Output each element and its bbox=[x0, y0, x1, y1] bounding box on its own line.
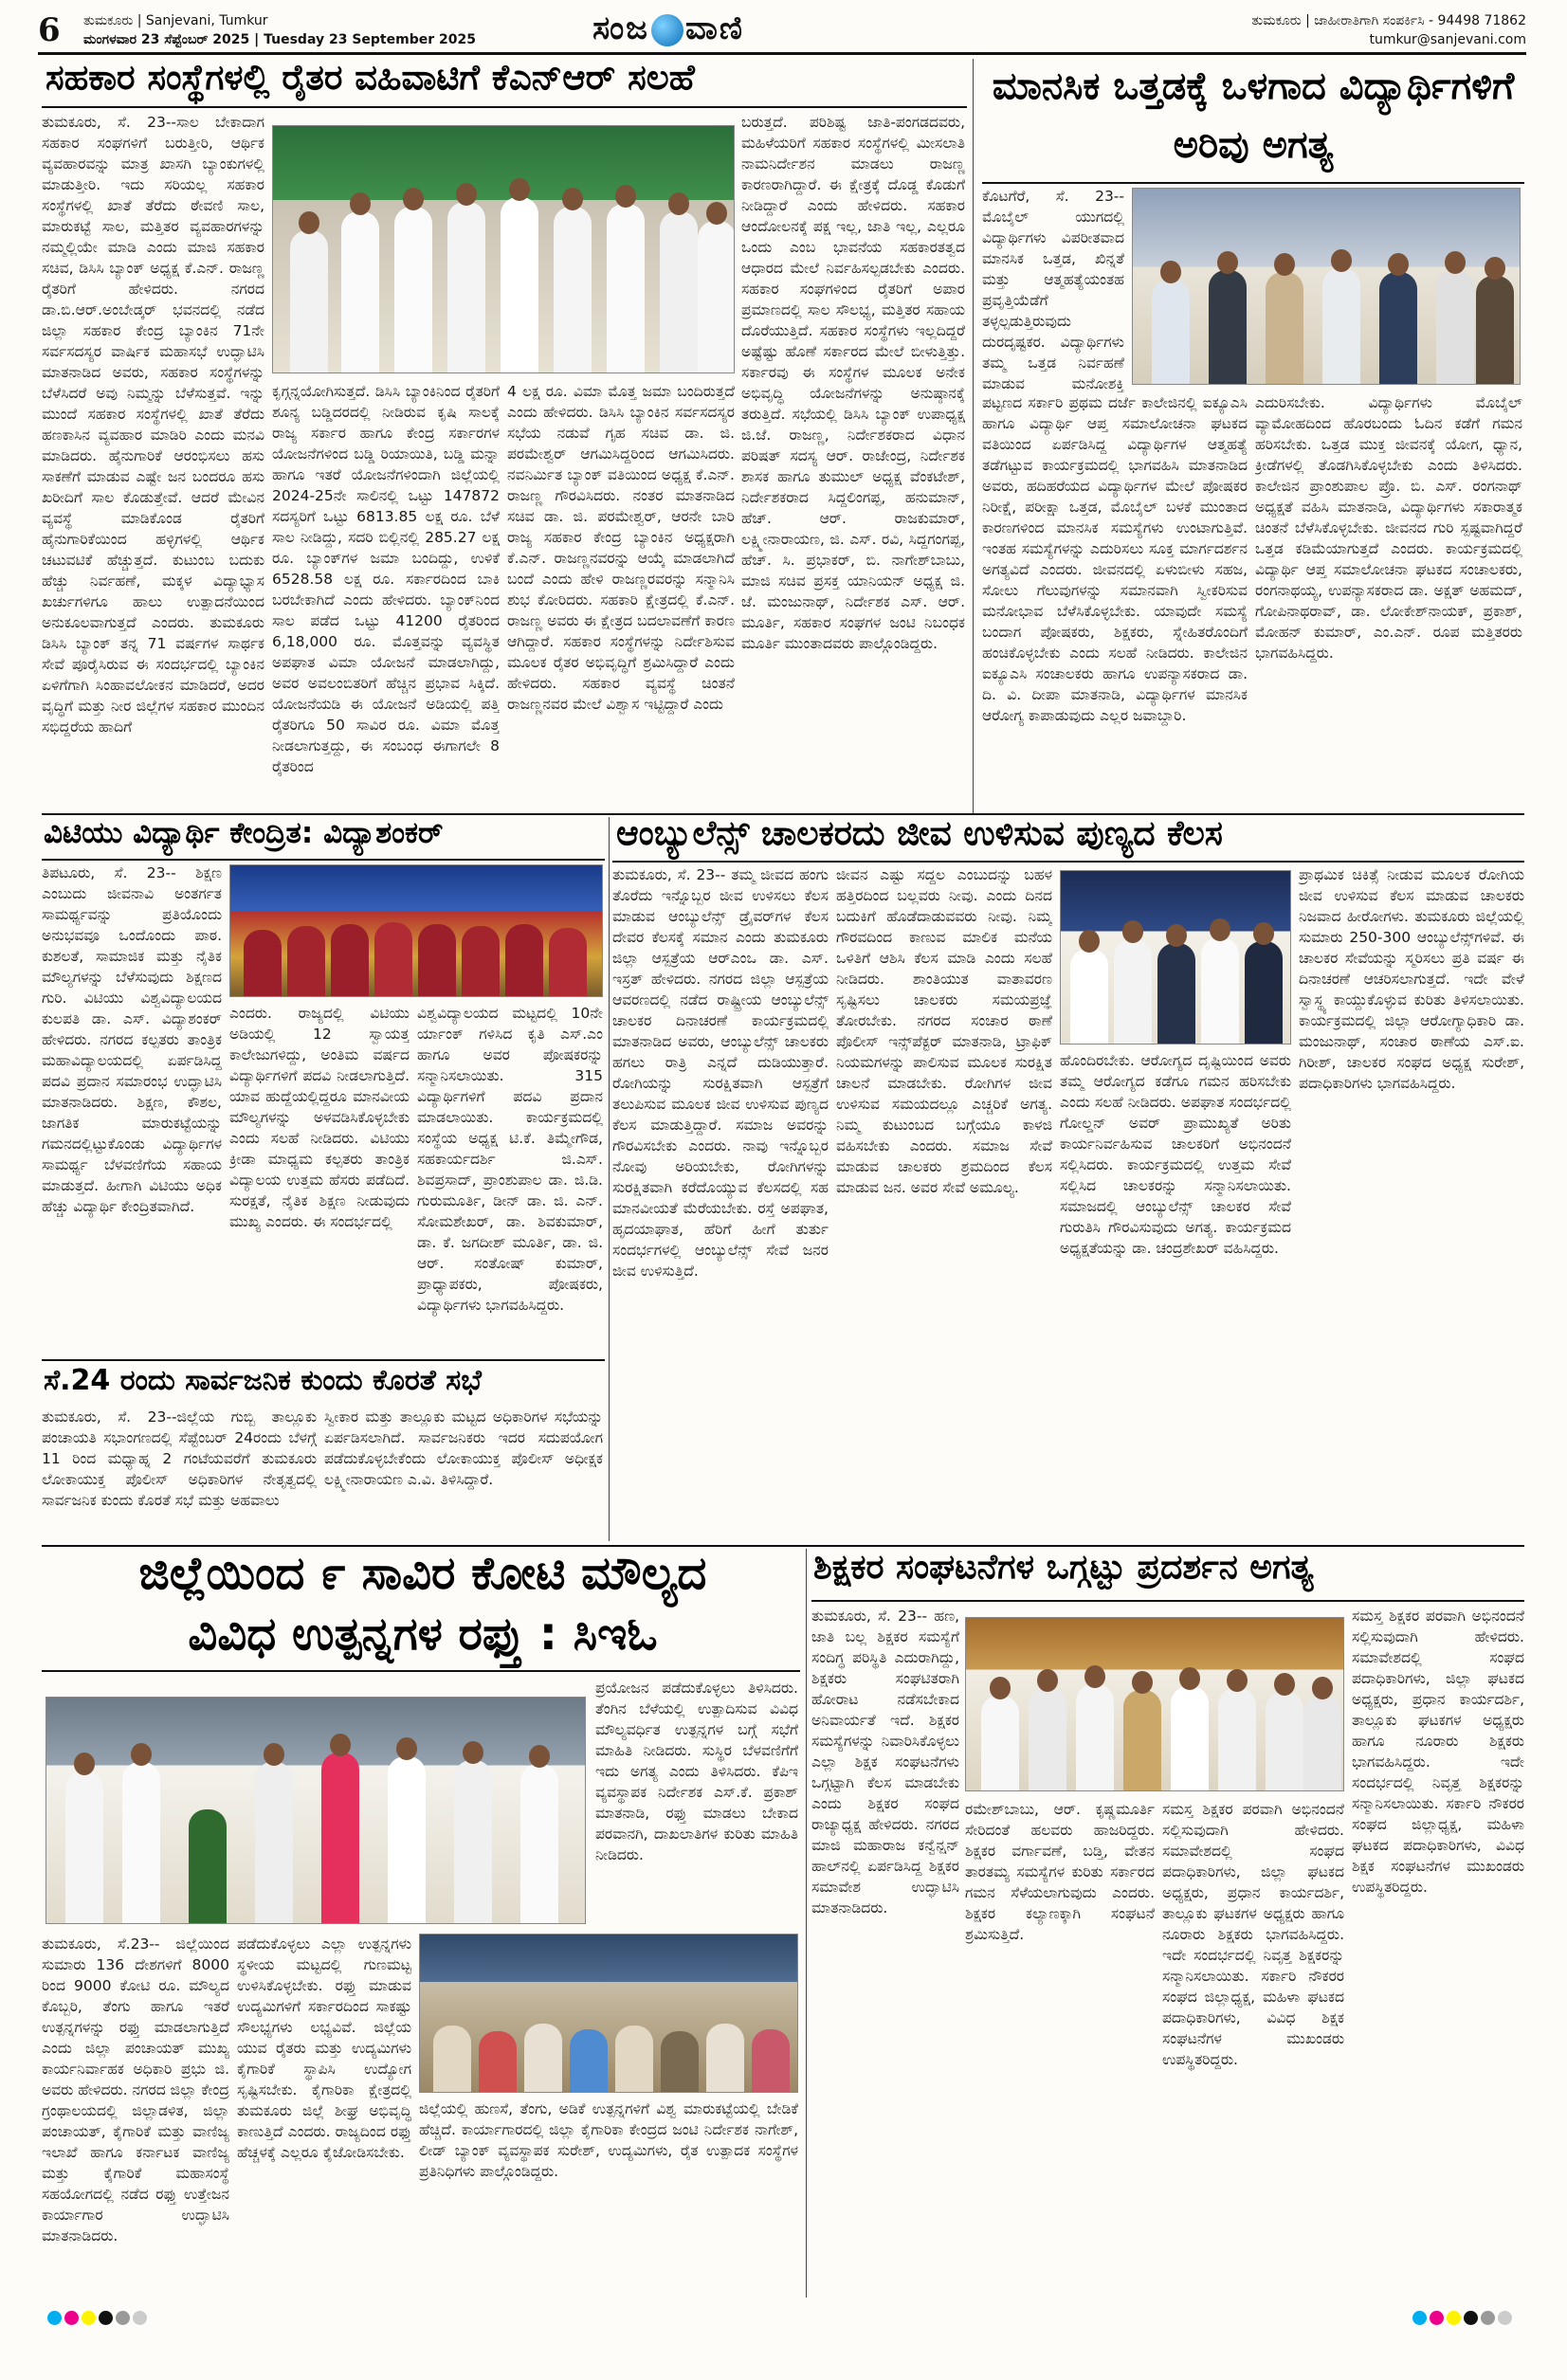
article-2-intro: ಕೊಟಗೆರೆ, ಸೆ. 23-- ಮೊಬೈಲ್ ಯುಗದಲ್ಲಿ ವಿದ್ಯಾರ್ಥಿಗಳು ವಿಪರೀತವಾದ ಮಾನಸಿಕ ಒತ್ತಡ, ಖಿನ್ನತೆ ಮತ್ತು ಆತ್ಮಹತ್ಯೆಯಂತಹ ಪ್ರವೃತ್ತಿಯೆಡೆಗೆ ತಳ್ಳಲ್ಪಡುತ್ತಿರುವುದು ದುರದೃಷ್ಟಕರ. ವಿದ್ಯಾರ್ಥಿಗಳು ತಮ್ಮ ಒತ್ತಡ ನಿರ್ವಹಣೆ ಮಾಡುವ ಮನೋಶಕ್ತಿ bbox=[982, 188, 1124, 392]
article-1-rule bbox=[42, 106, 967, 108]
article-1-col-3: 4 ಲಕ್ಷ ರೂ. ವಿಮಾ ಮೊತ್ತ ಜಮಾ ಬಂದಿರುತ್ತದೆ ಎಂದು ಹೇಳಿದರು. ಡಿಸಿಸಿ ಬ್ಯಾಂಕಿನ ಸರ್ವಸದಸ್ಯರ ಸಭೆಯ ನಡುವೆ ಗೃಹ ಸಚಿವ ಡಾ. ಜಿ. ಪರಮೇಶ್ವರ್ ಆಗಮಿಸಿದ್ದರಿಂದ ಆಗಮಿಸಿದರು. ನವನಿರ್ಮಿತ ಬ್ಯಾಂಕ್ ವತಿಯಿಂದ ಅಧ್ಯಕ್ಷ ಕೆ.ಎನ್. ರಾಜಣ್ಣ ಗೌರವಿಸಿದರು. ನಂತರ ಮಾತನಾಡಿದ ಸಚಿವ ಡಾ. ಜಿ. ಪರಮೇಶ್ವರ್, ಆರನೇ ಬಾರಿ ರಾಜ್ಯ ಸಹಕಾರ ಕೇಂದ್ರ ಬ್ಯಾಂಕಿನ ಅಧ್ಯಕ್ಷರಾಗಿ ಕೆ.ಎನ್. ರಾಜಣ್ಣನವರನ್ನು ಆಯ್ಕೆ ಮಾಡಲಾಗಿದೆ ಬಂದೆ ಎಂದು ಹೇಳಿ ರಾಜಣ್ಣರವರನ್ನು ಸನ್ಮಾನಿಸಿ ಶುಭ ಕೋರಿದರು. ಸಹಕಾರಿ ಕ್ಷೇತ್ರದಲ್ಲಿ ಕೆ.ಎನ್. ರಾಜಣ್ಣ ಅವರು ಈ ಕ್ಷೇತ್ರದ ಬದಲಾವಣೆಗೆ ಕಾರಣ ಆಗಿದ್ದಾರೆ. ಸಹಕಾರ ಸಂಸ್ಥೆಗಳನ್ನು ನಿರ್ದೇಶಿಸುವ ಮೂಲಕ ರೈತರ ಅಭಿವೃದ್ಧಿಗೆ ಶ್ರಮಿಸಿದ್ದಾರೆ ಎಂದು ಹೇಳಿದರು. ಸಹಕಾರ ವ್ಯವಸ್ಥೆ ಚಿಂತನೆ ರಾಜಣ್ಣನವರ ಮೇಲೆ ವಿಶ್ವಾಸ ಇಟ್ಟಿದ್ದಾರೆ ಎಂದು bbox=[507, 383, 735, 713]
page-number: 6 bbox=[38, 11, 61, 49]
contact-email: tumkur@sanjevani.com bbox=[1369, 32, 1526, 47]
article-6-headline-1: ಜಿಲ್ಲೆಯಿಂದ ೯ ಸಾವಿರ ಕೋಟಿ ಮೌಲ್ಯದ bbox=[138, 1549, 707, 1600]
article-3-col-1: ತಿಪಟೂರು, ಸೆ. 23-- ಶಿಕ್ಷಣ ಎಂಬುದು ಜೀವನಾವಿ ಅಂತರ್ಗತ ಸಾಮರ್ಥ್ಯವನ್ನು ಪ್ರತಿಯೊಂದು ಅನುಭವವೂ ಒಂದೊಂದು ಪಾಠ. ಕುಶಲತೆ, ಸಾಮಾಜಿಕ ಮತ್ತು ನೈತಿಕ ಮೌಲ್ಯಗಳನ್ನು ಬೆಳೆಸುವುದು ಶಿಕ್ಷಣದ ಗುರಿ. ವಿಟಿಯು ವಿಶ್ವವಿದ್ಯಾಲಯದ ಕುಲಪತಿ ಡಾ. ಎಸ್. ವಿದ್ಯಾಶಂಕರ್ ಹೇಳಿದರು. ನಗರದ ಕಲ್ಪತರು ತಾಂತ್ರಿಕ ಮಹಾವಿದ್ಯಾಲಯದಲ್ಲಿ ಏರ್ಪಡಿಸಿದ್ದ ಪದವಿ ಪ್ರದಾನ ಸಮಾರಂಭ ಉದ್ಘಾಟಿಸಿ ಮಾತನಾಡಿದರು. ಶಿಕ್ಷಣ, ಕೌಶಲ, ಜಾಗತಿಕ ಮಾರುಕಟ್ಟೆಯನ್ನು ಗಮನದಲ್ಲಿಟ್ಟುಕೊಂಡು ವಿದ್ಯಾರ್ಥಿಗಳ ಸಾಮರ್ಥ್ಯ ಬೆಳವಣಿಗೆಯ ಸಹಾಯ ಮಾಡುತ್ತದೆ. ಹೀಗಾಗಿ ವಿಟಿಯು ಅಧಿಕ ಹೆಚ್ಚು ವಿದ್ಯಾರ್ಥಿ ಕೇಂದ್ರಿತವಾಗಿದೆ. bbox=[42, 864, 222, 1215]
column-divider-2 bbox=[609, 817, 610, 1541]
article-7-col-1: ತುಮಕೂರು, ಸೆ. 23-- ಹಣ, ಜಾತಿ ಬಲ್ಲ ಶಿಕ್ಷಕರ ಸಮಸ್ಯೆಗೆ ಸಂದಿಗ್ಧ ಪರಿಸ್ಥಿತಿ ಎದುರಾಗಿದ್ದು, ಶಿಕ್ಷಕರು ಸಂಘಟಿತರಾಗಿ ಹೋರಾಟ ನಡೆಸಬೇಕಾದ ಅನಿವಾರ್ಯತೆ ಇದೆ. ಶಿಕ್ಷಕರ ಸಮಸ್ಯೆಗಳನ್ನು ನಿವಾರಿಸಿಕೊಳ್ಳಲು ಎಲ್ಲಾ ಶಿಕ್ಷಕ ಸಂಘಟನೆಗಳು ಒಗ್ಗಟ್ಟಾಗಿ ಕೆಲಸ ಮಾಡಬೇಕು ಎಂದು ಶಿಕ್ಷಕರ ಸಂಘದ ರಾಜ್ಯಾಧ್ಯಕ್ಷ ಹೇಳಿದರು. ನಗರದ ಮಾಜಿ ಮಹಾರಾಜ ಕನ್ವೆನ್ಷನ್ ಹಾಲ್‌ನಲ್ಲಿ ಏರ್ಪಡಿಸಿದ್ದ ಶಿಕ್ಷಕರ ಸಮಾವೇಶ ಉದ್ಘಾಟಿಸಿ ಮಾತನಾಡಿದರು. bbox=[811, 1608, 959, 1917]
article-1-col-2: ಕೃಗ್ಗನ್ನಯೋಗಿಸುತ್ತದೆ. ಡಿಸಿಸಿ ಬ್ಯಾಂಕಿನಿಂದ ರೈತರಿಗೆ ಶೂನ್ಯ ಬಡ್ಡಿದರದಲ್ಲಿ ನೀಡಿರುವ ಕೃಷಿ ಸಾಲಕ್ಕೆ ರಾಜ್ಯ ಸರ್ಕಾರ ಹಾಗೂ ಕೇಂದ್ರ ಸರ್ಕಾರಗಳ ಯೋಜನೆಗಳಿಂದ ಬಡ್ಡಿ ರಿಯಾಯಿತಿ, ಬಡ್ಡಿ ಮನ್ನಾ ಹಾಗೂ ಇತರೆ ಯೋಜನೆಗಳಿಂದಾಗಿ ಜಿಲ್ಲೆಯಲ್ಲಿ 2024-25ನೇ ಸಾಲಿನಲ್ಲಿ ಒಟ್ಟು 147872 ಸದಸ್ಯರಿಗೆ ಒಟ್ಟು 6813.85 ಲಕ್ಷ ರೂ. ಬೆಳೆ ಸಾಲ ನೀಡಿದ್ದು, ಸದರಿ ಬಿಲ್ಲಿನಲ್ಲಿ 285.27 ಲಕ್ಷ ರೂ. ಬ್ಯಾಂಕ್‌ಗಳ ಜಮಾ ಬಂದಿದ್ದು, ಉಳಿಕೆ 6528.58 ಲಕ್ಷ ರೂ. ಸರ್ಕಾರದಿಂದ ಬಾಕಿ ಬರಬೇಕಾಗಿದೆ ಎಂದು ಹೇಳಿದರು. ಬ್ಯಾಂಕ್‌ನಿಂದ ಸಾಲ ಪಡೆದ ಒಟ್ಟು 41200 ರೈತರಿಂದ 6,18,000 ರೂ. ಮೊತ್ತವನ್ನು ವ್ಯವಸ್ಥಿತ ಅಪಘಾತ ವಿಮಾ ಯೋಜನೆ ಮಾಡಲಾಗಿದ್ದು, ಅವರ ಅವಲಂಬಿತರಿಗೆ ಹೆಚ್ಚಿನ ಪ್ರಭಾವ ಸಿಕ್ಕಿದೆ. ಯೋಜನೆಯಡಿ ಈ ಯೋಜನೆ ಅಡಿಯಲ್ಲಿ ಪತ್ತಿ ರೈತರಿಗೂ 50 ಸಾವಿರ ರೂ. ವಿಮಾ ಮೊತ್ತ ನೀಡಲಾಗುತ್ತದ್ದು, ಈ ಸಂಬಂಧ ಈಗಾಗಲೇ 8 ರೈತರಿಂದ bbox=[272, 383, 500, 775]
logo-text-left: ಸಂಜ bbox=[592, 9, 650, 47]
article-5-photo bbox=[1060, 870, 1291, 1045]
article-5-rule bbox=[612, 861, 1524, 863]
article-5-col-1: ತುಮಕೂರು, ಸೆ. 23-- ತಮ್ಮ ಜೀವದ ಹಂಗು ತೊರೆದು ಇನ್ನೊಬ್ಬರ ಜೀವ ಉಳಿಸಲು ಕೆಲಸ ಮಾಡುವ ಆಂಬ್ಯುಲೆನ್ಸ್ ಡ್ರೈವರ್‌ಗಳ ಕೆಲಸ ದೇವರ ಕೆಲಸಕ್ಕೆ ಸಮಾನ ಎಂದು ತುಮಕೂರು ಜಿಲ್ಲಾ ಆಸ್ಪತ್ರೆಯ ಆರ್‌ಎಂಒ ಡಾ. ಎಸ್. ಇಸ್ರತ್ ಹೇಳಿದರು. ನಗರದ ಜಿಲ್ಲಾ ಆಸ್ಪತ್ರೆಯ ಆವರಣದಲ್ಲಿ ನಡೆದ ರಾಷ್ಟ್ರೀಯ ಆಂಬ್ಯುಲೆನ್ಸ್ ಚಾಲಕರ ದಿನಾಚರಣೆ ಕಾರ್ಯಕ್ರಮದಲ್ಲಿ ಮಾತನಾಡಿದ ಅವರು, ಆಂಬ್ಯುಲೆನ್ಸ್ ಚಾಲಕರು ಹಗಲು ರಾತ್ರಿ ಎನ್ನದೆ ದುಡಿಯುತ್ತಾರೆ. ರೋಗಿಯನ್ನು ಸುರಕ್ಷಿತವಾಗಿ ಆಸ್ಪತ್ರೆಗೆ ತಲುಪಿಸುವ ಮೂಲಕ ಜೀವ ಉಳಿಸುವ ಪುಣ್ಯದ ಕೆಲಸ ಮಾಡುತ್ತಿದ್ದಾರೆ. ಸಮಾಜ ಅವರನ್ನು ಗೌರವಿಸಬೇಕು ಎಂದರು. ನಾವು ಇನ್ನೊಬ್ಬರ ನೋವು ಅರಿಯಬೇಕು, ರೋಗಿಗಳನ್ನು ಸುರಕ್ಷಿತವಾಗಿ ಕರೆದೊಯ್ಯುವ ಕೆಲಸದಲ್ಲಿ ಸಹ ಮಾನವೀಯತೆ ಮೆರೆಯಬೇಕು. ರಸ್ತೆ ಅಪಘಾತ, ಹೃದಯಾಘಾತ, ಹೆರಿಗೆ ಹೀಗೆ ತುರ್ತು ಸಂದರ್ಭಗಳಲ್ಲಿ ಆಂಬ್ಯುಲೆನ್ಸ್ ಸೇವೆ ಜನರ ಜೀವ ಉಳಿಸುತ್ತಿದೆ. bbox=[612, 866, 829, 1280]
article-7-col-3: ಸಮಸ್ತ ಶಿಕ್ಷಕರ ಪರವಾಗಿ ಅಭಿನಂದನೆ ಸಲ್ಲಿಸುವುದಾಗಿ ಹೇಳಿದರು. ಸಮಾವೇಶದಲ್ಲಿ ಸಂಘದ ಪದಾಧಿಕಾರಿಗಳು, ಜಿಲ್ಲಾ ಘಟಕದ ಅಧ್ಯಕ್ಷರು, ಪ್ರಧಾನ ಕಾರ್ಯದರ್ಶಿ, ತಾಲ್ಲೂಕು ಘಟಕಗಳ ಅಧ್ಯಕ್ಷರು ಹಾಗೂ ನೂರಾರು ಶಿಕ್ಷಕರು ಭಾಗವಹಿಸಿದ್ದರು. ಇದೇ ಸಂದರ್ಭದಲ್ಲಿ ನಿವೃತ್ತ ಶಿಕ್ಷಕರನ್ನು ಸನ್ಮಾನಿಸಲಾಯಿತು. ಸರ್ಕಾರಿ ನೌಕರರ ಸಂಘದ ಜಿಲ್ಲಾಧ್ಯಕ್ಷ, ಮಹಿಳಾ ಘಟಕದ ಪದಾಧಿಕಾರಿಗಳು, ವಿವಿಧ ಶಿಕ್ಷಕ ಸಂಘಟನೆಗಳ ಮುಖಂಡರು ಉಪಸ್ಥಿತರಿದ್ದರು. bbox=[1162, 1801, 1344, 2068]
article-4-col-1: ತುಮಕೂರು, ಸೆ. 23--ಜಿಲ್ಲೆಯ ಗುಬ್ಬಿ ತಾಲ್ಲೂಕು ಪಂಚಾಯತಿ ಸಭಾಂಗಣದಲ್ಲಿ ಸೆಪ್ಟೆಂಬರ್ 24ರಂದು ಬೆಳಗ್ಗೆ 11 ರಿಂದ ಮಧ್ಯಾಹ್ನ 2 ಗಂಟೆಯವರೆಗೆ ತುಮಕೂರು ಲೋಕಾಯುಕ್ತ ಪೊಲೀಸ್ ಅಧಿಕಾರಿಗಳ ನೇತೃತ್ವದಲ್ಲಿ ಸಾರ್ವಜನಿಕ ಕುಂದು ಕೊರತೆ ಸಭೆ ಮತ್ತು ಅಹವಾಲು bbox=[42, 1408, 317, 1509]
contact-line-1: ತುಮಕೂರು | ಜಾಹೀರಾತಿಗಾಗಿ ಸಂಪರ್ಕಿಸಿ - 94498 71862 bbox=[1251, 13, 1526, 28]
article-3-col-2: ಎಂದರು. ರಾಜ್ಯದಲ್ಲಿ ವಿಟಿಯು ಅಡಿಯಲ್ಲಿ 12 ಸ್ವಾಯತ್ತ ಕಾಲೇಜುಗಳಿದ್ದು, ಅಂತಿಮ ವರ್ಷದ ವಿದ್ಯಾರ್ಥಿಗಳಿಗೆ ಪದವಿ ನೀಡಲಾಗುತ್ತಿದೆ. ಯಾವ ಹುದ್ದೆಯಲ್ಲಿದ್ದರೂ ಮಾನವೀಯ ಮೌಲ್ಯಗಳನ್ನು ಅಳವಡಿಸಿಕೊಳ್ಳಬೇಕು ಎಂದು ಸಲಹೆ ನೀಡಿದರು. ವಿಟಿಯು ಕ್ರೀಡಾ ಮಾಧ್ಯಮ ಕಲ್ಪತರು ತಾಂತ್ರಿಕ ವಿದ್ಯಾಲಯ ಉತ್ತಮ ಹೆಸರು ಪಡೆದಿದೆ. ಸುರಕ್ಷತೆ, ನೈತಿಕ ಶಿಕ್ಷಣ ನೀಡುವುದು ಮುಖ್ಯ ಎಂದರು. ಈ ಸಂದರ್ಭದಲ್ಲಿ bbox=[229, 1005, 410, 1230]
article-7-col-4-text: ಸಮಸ್ತ ಶಿಕ್ಷಕರ ಪರವಾಗಿ ಅಭಿನಂದನೆ ಸಲ್ಲಿಸುವುದಾಗಿ ಹೇಳಿದರು. ಸಮಾವೇಶದಲ್ಲಿ ಸಂಘದ ಪದಾಧಿಕಾರಿಗಳು, ಜಿಲ್ಲಾ ಘಟಕದ ಅಧ್ಯಕ್ಷರು, ಪ್ರಧಾನ ಕಾರ್ಯದರ್ಶಿ, ತಾಲ್ಲೂಕು ಘಟಕಗಳ ಅಧ್ಯಕ್ಷರು ಹಾಗೂ ನೂರಾರು ಶಿಕ್ಷಕರು ಭಾಗವಹಿಸಿದ್ದರು. ಇದೇ ಸಂದರ್ಭದಲ್ಲಿ ನಿವೃತ್ತ ಶಿಕ್ಷಕರನ್ನು ಸನ್ಮಾನಿಸಲಾಯಿತು. ಸರ್ಕಾರಿ ನೌಕರರ ಸಂಘದ ಜಿಲ್ಲಾಧ್ಯಕ್ಷ, ಮಹಿಳಾ ಘಟಕದ ಪದಾಧಿಕಾರಿಗಳು, ವಿವಿಧ ಶಿಕ್ಷಕ ಸಂಘಟನೆಗಳ ಮುಖಂಡರು ಉಪಸ್ಥಿತರಿದ್ದರು. bbox=[1352, 1608, 1524, 1896]
article-2-col-2: ಎದುರಿಸಬೇಕು. ವಿದ್ಯಾರ್ಥಿಗಳು ಮೊಬೈಲ್ ವ್ಯಾಮೋಹದಿಂದ ಹೊರಬಂದು ಓದಿನ ಕಡೆಗೆ ಗಮನ ಹರಿಸಬೇಕು. ಒತ್ತಡ ಮುಕ್ತ ಜೀವನಕ್ಕೆ ಯೋಗ, ಧ್ಯಾನ, ಕ್ರೀಡೆಗಳಲ್ಲಿ ತೊಡಗಿಸಿಕೊಳ್ಳಬೇಕು ಎಂದು ತಿಳಿಸಿದರು. ಕಾಲೇಜಿನ ಪ್ರಾಂಶುಪಾಲ ಪ್ರೊ. ಬಿ. ಎಸ್. ರಂಗನಾಥ್ ಅಧ್ಯಕ್ಷತೆ ವಹಿಸಿ ಮಾತನಾಡಿ, ವಿದ್ಯಾರ್ಥಿಗಳು ಸಕಾರಾತ್ಮಕ ಚಿಂತನೆ ಬೆಳೆಸಿಕೊಳ್ಳಬೇಕು. ಜೀವನದ ಗುರಿ ಸ್ಪಷ್ಟವಾಗಿದ್ದರೆ ಒತ್ತಡ ಕಡಿಮೆಯಾಗುತ್ತದೆ ಎಂದರು. ಕಾರ್ಯಕ್ರಮದಲ್ಲಿ ವಿದ್ಯಾರ್ಥಿ ಆಪ್ತ ಸಮಾಲೋಚನಾ ಘಟಕದ ಸಂಚಾಲಕರು, ರಂಗನಾಥಯ್ಯ, ಉಪನ್ಯಾಸಕರಾದ ಡಾ. ಅಕ್ಷತ್ ಅಹಮದ್, ಗೋಪಿನಾಥರಾವ್, ಡಾ. ಲೋಕೇಶ್‌ನಾಯಕ್, ಪ್ರಕಾಶ್, ಮೋಹನ್ ಕುಮಾರ್, ಎಂ.ಎನ್. ರೂಪ ಮತ್ತಿತರರು ಭಾಗವಹಿಸಿದ್ದರು. bbox=[1255, 394, 1522, 662]
article-6-col-3: ಪ್ರಯೋಜನ ಪಡೆದುಕೊಳ್ಳಲು ತಿಳಿಸಿದರು. ತೆಂಗಿನ ಬೆಳೆಯಲ್ಲಿ ಉತ್ಪಾದಿಸುವ ವಿವಿಧ ಮೌಲ್ಯವರ್ಧಿತ ಉತ್ಪನ್ನಗಳ ಬಗ್ಗೆ ಸಭೆಗೆ ಮಾಹಿತಿ ನೀಡಿದರು. ಸುಸ್ಥಿರ ಬೆಳವಣಿಗೆಗೆ ಇದು ಅಗತ್ಯ ಎಂದು ತಿಳಿಸಿದರು. ಕೆಪಿಇ ವ್ಯವಸ್ಥಾಪಕ ನಿರ್ದೇಶಕ ಎಸ್.ಕೆ. ಪ್ರಕಾಶ್ ಮಾತನಾಡಿ, ರಫ್ತು ಮಾಡಲು ಬೇಕಾದ ಪರವಾನಗಿ, ದಾಖಲಾತಿಗಳ ಕುರಿತು ಮಾಹಿತಿ ನೀಡಿದರು. bbox=[595, 1680, 798, 1863]
article-7-col-2: ರಮೇಶ್‌ಬಾಬು, ಆರ್. ಕೃಷ್ಣಮೂರ್ತಿ ಸೇರಿದಂತೆ ಹಲವರು ಹಾಜರಿದ್ದರು. ಶಿಕ್ಷಕರ ವರ್ಗಾವಣೆ, ಬಡ್ತಿ, ವೇತನ ತಾರತಮ್ಯ ಸಮಸ್ಯೆಗಳ ಕುರಿತು ಸರ್ಕಾರದ ಗಮನ ಸೆಳೆಯಲಾಗುವುದು ಎಂದರು. ಶಿಕ್ಷಕರ ಕಲ್ಯಾಣಕ್ಕಾಗಿ ಸಂಘಟನೆ ಶ್ರಮಿಸುತ್ತಿದೆ. bbox=[965, 1801, 1155, 1943]
masthead bbox=[38, 8, 1526, 55]
edition-line-1: ತುಮಕೂರು | Sanjevani, Tumkur bbox=[83, 13, 268, 28]
globe-icon bbox=[651, 14, 683, 46]
article-3-photo bbox=[229, 864, 603, 997]
article-6-rule bbox=[42, 1670, 800, 1672]
article-7-rule bbox=[811, 1600, 1524, 1602]
newspaper-logo bbox=[512, 9, 825, 51]
article-2-col-1: ಪಟ್ಟಣದ ಸರ್ಕಾರಿ ಪ್ರಥಮ ದರ್ಜೆ ಕಾಲೇಜಿನಲ್ಲಿ ಐಕ್ಯೂಎಸಿ ಹಾಗೂ ವಿದ್ಯಾರ್ಥಿ ಆಪ್ತ ಸಮಾಲೋಚನಾ ಘಟಕದ ವತಿಯಿಂದ ಏರ್ಪಡಿಸಿದ್ದ ವಿದ್ಯಾರ್ಥಿಗಳ ಆತ್ಮಹತ್ಯೆ ತಡೆಗಟ್ಟುವ ಕಾರ್ಯಕ್ರಮದಲ್ಲಿ ಭಾಗವಹಿಸಿ ಮಾತನಾಡಿದ ಅವರು, ಹದಿಹರೆಯದ ವಿದ್ಯಾರ್ಥಿಗಳ ಮೇಲೆ ಪೋಷಕರ ನಿರೀಕ್ಷೆ, ಪರೀಕ್ಷಾ ಒತ್ತಡ, ಮೊಬೈಲ್ ಬಳಕೆ ಮುಂತಾದ ಕಾರಣಗಳಿಂದ ಮಾನಸಿಕ ಸಮಸ್ಯೆಗಳು ಉಂಟಾಗುತ್ತಿವೆ. ಇಂತಹ ಸಮಸ್ಯೆಗಳನ್ನು ಎದುರಿಸಲು ಸೂಕ್ತ ಮಾರ್ಗದರ್ಶನ ಅಗತ್ಯವಿದೆ ಎಂದರು. ಜೀವನದಲ್ಲಿ ಏಳುಬೀಳು ಸಹಜ, ಸೋಲು ಗೆಲುವುಗಳನ್ನು ಸಮಾನವಾಗಿ ಸ್ವೀಕರಿಸುವ ಮನೋಭಾವ ಬೆಳೆಸಿಕೊಳ್ಳಬೇಕು. ಯಾವುದೇ ಸಮಸ್ಯೆ ಬಂದಾಗ ಪೋಷಕರು, ಶಿಕ್ಷಕರು, ಸ್ನೇಹಿತರೊಂದಿಗೆ ಹಂಚಿಕೊಳ್ಳಬೇಕು ಎಂದು ಸಲಹೆ ನೀಡಿದರು. ಕಾಲೇಜಿನ ಐಕ್ಯೂಎಸಿ ಸಂಚಾಲಕರು ಹಾಗೂ ಉಪನ್ಯಾಸಕರಾದ ಡಾ. ದಿ. ವಿ. ದೀಪಾ ಮಾತನಾಡಿ, ವಿದ್ಯಾರ್ಥಿಗಳ ಮಾನಸಿಕ ಆರೋಗ್ಯ ಕಾಪಾಡುವುದು ಎಲ್ಲರ ಜವಾಬ್ದಾರಿ. bbox=[982, 394, 1248, 724]
article-6-photo-2 bbox=[419, 1934, 798, 2093]
edition-info bbox=[83, 11, 476, 49]
logo-text-right: ವಾಣಿ bbox=[685, 9, 744, 47]
edition-date: ಮಂಗಳವಾರ 23 ಸೆಪ್ಟೆಂಬರ್ 2025 | Tuesday 23 September 2025 bbox=[83, 32, 476, 47]
article-5-headline: ಆಂಬ್ಯುಲೆನ್ಸ್ ಚಾಲಕರದು ಜೀವ ಉಳಿಸುವ ಪುಣ್ಯದ ಕೆಲಸ bbox=[616, 815, 1223, 853]
article-6-col-4: ಜಿಲ್ಲೆಯಲ್ಲಿ ಹುಣಸೆ, ತೆಂಗು, ಅಡಿಕೆ ಉತ್ಪನ್ನಗಳಿಗೆ ವಿಶ್ವ ಮಾರುಕಟ್ಟೆಯಲ್ಲಿ ಬೇಡಿಕೆ ಹೆಚ್ಚಿದೆ. ಕಾರ್ಯಾಗಾರದಲ್ಲಿ ಜಿಲ್ಲಾ ಕೈಗಾರಿಕಾ ಕೇಂದ್ರದ ಜಂಟಿ ನಿರ್ದೇಶಕ ನಾಗೇಶ್, ಲೀಡ್ ಬ್ಯಾಂಕ್ ವ್ಯವಸ್ಥಾಪಕ ಸುರೇಶ್, ಉದ್ಯಮಿಗಳು, ರೈತ ಉತ್ಪಾದಕ ಸಂಸ್ಥೆಗಳ ಪ್ರತಿನಿಧಿಗಳು ಪಾಲ್ಗೊಂಡಿದ್ದರು. bbox=[419, 2100, 798, 2180]
article-7-col-4 bbox=[1352, 1606, 1524, 2294]
article-6-col-1: ತುಮಕೂರು, ಸೆ.23-- ಜಿಲ್ಲೆಯಿಂದ ಸುಮಾರು 136 ದೇಶಗಳಿಗೆ 8000 ರಿಂದ 9000 ಕೋಟಿ ರೂ. ಮೌಲ್ಯದ ಕೊಬ್ಬರಿ, ತೆಂಗು ಹಾಗೂ ಇತರೆ ಉತ್ಪನ್ನಗಳನ್ನು ರಫ್ತು ಮಾಡಲಾಗುತ್ತಿದೆ ಎಂದು ಜಿಲ್ಲಾ ಪಂಚಾಯತ್ ಮುಖ್ಯ ಕಾರ್ಯನಿರ್ವಾಹಕ ಅಧಿಕಾರಿ ಪ್ರಭು ಜಿ. ಅವರು ಹೇಳಿದರು. ನಗರದ ಜಿಲ್ಲಾ ಕೇಂದ್ರ ಗ್ರಂಥಾಲಯದಲ್ಲಿ ಜಿಲ್ಲಾಡಳಿತ, ಜಿಲ್ಲಾ ಪಂಚಾಯತ್, ಕೈಗಾರಿಕೆ ಮತ್ತು ವಾಣಿಜ್ಯ ಇಲಾಖೆ ಹಾಗೂ ಕರ್ನಾಟಕ ವಾಣಿಜ್ಯ ಮತ್ತು ಕೈಗಾರಿಕೆ ಮಹಾಸಂಸ್ಥೆ ಸಹಯೋಗದಲ್ಲಿ ನಡೆದ ರಫ್ತು ಉತ್ತೇಜನ ಕಾರ್ಯಾಗಾರ ಉದ್ಘಾಟಿಸಿ ಮಾತನಾಡಿದರು. bbox=[42, 1935, 229, 2244]
column-divider bbox=[973, 59, 974, 813]
article-5-col-4: ಪ್ರಾಥಮಿಕ ಚಿಕಿತ್ಸೆ ನೀಡುವ ಮೂಲಕ ರೋಗಿಯ ಜೀವ ಉಳಿಸುವ ಕೆಲಸ ಮಾಡುವ ಚಾಲಕರು ನಿಜವಾದ ಹೀರೋಗಳು. ತುಮಕೂರು ಜಿಲ್ಲೆಯಲ್ಲಿ ಸುಮಾರು 250-300 ಆಂಬ್ಯುಲೆನ್ಸ್‌ಗಳಿವೆ. ಈ ಚಾಲಕರ ಸೇವೆಯನ್ನು ಸ್ಮರಿಸಲು ಪ್ರತಿ ವರ್ಷ ಈ ದಿನಾಚರಣೆ ಆಚರಿಸಲಾಗುತ್ತದೆ. ಇದೇ ವೇಳೆ ಸ್ವಾಸ್ಥ್ಯ ಕಾಯ್ದುಕೊಳ್ಳುವ ಕುರಿತು ತಿಳಿಸಲಾಯಿತು. ಕಾರ್ಯಕ್ರಮದಲ್ಲಿ ಜಿಲ್ಲಾ ಆರೋಗ್ಯಾಧಿಕಾರಿ ಡಾ. ಮಂಜುನಾಥ್, ಸಂಚಾರ ಠಾಣೆಯ ಎಸ್.ಐ. ಗಿರೀಶ್, ಚಾಲಕರ ಸಂಘದ ಅಧ್ಯಕ್ಷ ಸುರೇಶ್, ಪದಾಧಿಕಾರಿಗಳು ಭಾಗವಹಿಸಿದ್ದರು. bbox=[1299, 866, 1524, 1092]
article-4-top-rule bbox=[42, 1359, 605, 1361]
article-3-col-3: ವಿಶ್ವವಿದ್ಯಾಲಯದ ಮಟ್ಟದಲ್ಲಿ 10ನೇ ರ್ಯಾಂಕ್ ಗಳಿಸಿದ ಕೃತಿ ಎಸ್.ಎಂ ಹಾಗೂ ಅವರ ಪೋಷಕರನ್ನು ಸನ್ಮಾನಿಸಲಾಯಿತು. 315 ವಿದ್ಯಾರ್ಥಿಗಳಿಗೆ ಪದವಿ ಪ್ರದಾನ ಮಾಡಲಾಯಿತು. ಕಾರ್ಯಕ್ರಮದಲ್ಲಿ ಸಂಸ್ಥೆಯ ಅಧ್ಯಕ್ಷ ಟಿ.ಕೆ. ತಿಮ್ಮೇಗೌಡ, ಸಹಕಾರ್ಯದರ್ಶಿ ಜಿ.ಎಸ್. ಶಿವಪ್ರಸಾದ್, ಪ್ರಾಂಶುಪಾಲ ಡಾ. ಜಿ.ಡಿ. ಗುರುಮೂರ್ತಿ, ಡೀನ್ ಡಾ. ಜಿ. ಎನ್. ಸೋಮಶೇಖರ್, ಡಾ. ಶಿವಕುಮಾರ್, ಡಾ. ಕೆ. ಜಗದೀಶ್ ಮೂರ್ತಿ, ಡಾ. ಜಿ. ಆರ್. ಸಂತೋಷ್ ಕುಮಾರ್, ಪ್ರಾಧ್ಯಾಪಕರು, ಪೋಷಕರು, ವಿದ್ಯಾರ್ಥಿಗಳು ಭಾಗವಹಿಸಿದ್ದರು. bbox=[417, 1005, 603, 1314]
article-6-headline-2: ವಿವಿಧ ಉತ್ಪನ್ನಗಳ ರಫ್ತು : ಸಿಇಓ bbox=[188, 1609, 658, 1661]
article-4-col-2: ಸ್ವೀಕಾರ ಮತ್ತು ತಾಲ್ಲೂಕು ಮಟ್ಟದ ಅಧಿಕಾರಿಗಳ ಸಭೆಯನ್ನು ಏರ್ಪಡಿಸಲಾಗಿದೆ. ಸಾರ್ವಜನಿಕರು ಇದರ ಸದುಪಯೋಗ ಪಡೆದುಕೊಳ್ಳಬೇಕೆಂದು ಲೋಕಾಯುಕ್ತ ಪೊಲೀಸ್ ಅಧೀಕ್ಷಕ ಲಕ್ಷ್ಮೀನಾರಾಯಣ ಎ.ವಿ. ತಿಳಿಸಿದ್ದಾರೆ. bbox=[324, 1408, 603, 1488]
row-rule-2 bbox=[42, 1545, 1524, 1547]
article-1-col-1: ತುಮಕೂರು, ಸೆ. 23--ಸಾಲ ಬೇಕಾದಾಗ ಸಹಕಾರ ಸಂಘಗಳಿಗೆ ಬರುತ್ತೀರಿ, ಆರ್ಥಿಕ ವ್ಯವಹಾರವನ್ನು ಮಾತ್ರ ಖಾಸಗಿ ಬ್ಯಾಂಕುಗಳಲ್ಲಿ ಮಾಡುತ್ತೀರಿ. ಇದು ಸರಿಯಲ್ಲ ಸಹಕಾರ ಸಂಸ್ಥೆಗಳಲ್ಲಿ ಖಾತೆ ತೆರೆದು ಠೇವಣಿ ಸಾಲ, ಮಾರುಕಟ್ಟೆ ಸಾಲ, ಮತ್ತಿತರ ವ್ಯವಹಾರಗಳನ್ನು ನಮ್ಮಲ್ಲಿಯೇ ಮಾಡಿ ಎಂದು ಮಾಜಿ ಸಹಕಾರ ಸಚಿವ, ಡಿಸಿಸಿ ಬ್ಯಾಂಕ್ ಅಧ್ಯಕ್ಷ ಕೆ.ಎನ್. ರಾಜಣ್ಣ ರೈತರಿಗೆ ಹೇಳಿದರು. ನಗರದ ಡಾ.ಬಿ.ಆರ್.ಅಂಬೇಡ್ಕರ್ ಭವನದಲ್ಲಿ ನಡೆದ ಜಿಲ್ಲಾ ಸಹಕಾರ ಕೇಂದ್ರ ಬ್ಯಾಂಕಿನ 71ನೇ ಸರ್ವಸದಸ್ಯರ ವಾರ್ಷಿಕ ಮಹಾಸಭೆ ಉದ್ಘಾಟಿಸಿ ಮಾತನಾಡಿದ ಅವರು, ಸಹಕಾರ ಸಂಸ್ಥೆಗಳನ್ನು ಬೆಳೆಸಿದರೆ ಅವು ನಿಮ್ಮನ್ನು ಬೆಳೆಸುತ್ತವೆ. ಇನ್ನು ಮುಂದೆ ಸಹಕಾರ ಸಂಸ್ಥೆಗಳಲ್ಲಿ ಖಾತೆ ತೆರೆದು ಹಣಕಾಸಿನ ವ್ಯವಹಾರ ಮಾಡಿರಿ ಎಂದು ಮನವಿ ಮಾಡಿದರು. ಹೈನುಗಾರಿಕೆ ಆರಂಭಿಸಲು ಹಸು ಸಾಕಣೆಗೆ ಮಾಡುವ ಎಷ್ಟೇ ಜನ ಬಂದರೂ ಹಸು ಖರೀದಿಗೆ ಸಾಲ ಕೊಡುತ್ತೇವೆ. ಆದರೆ ಮೇವಿನ ವ್ಯವಸ್ಥೆ ಮಾಡಿಕೊಂಡ ರೈತರಿಗೆ ಹೈನುಗಾರಿಕೆಯಿಂದ ಹಳ್ಳಿಗಳಲ್ಲಿ ಆರ್ಥಿಕ ಚಟುವಟಿಕೆ ಹೆಚ್ಚುತ್ತದೆ. ಕುಟುಂಬ ಬದುಕು ಹೆಚ್ಚು ನಿರ್ವಹಣೆ, ಮಕ್ಕಳ ವಿದ್ಯಾಭ್ಯಾಸ ಖರ್ಚುಗಳಿಗೂ ಹಾಲು ಉತ್ಪಾದನೆಯಿಂದ ಅನುಕೂಲವಾಗುತ್ತದೆ ಎಂದರು. ತುಮಕೂರು ಡಿಸಿಸಿ ಬ್ಯಾಂಕ್ ತನ್ನ 71 ವರ್ಷಗಳ ಸಾರ್ಥಕ ಸೇವೆ ಪೂರೈಸಿರುವ ಈ ಸಂದರ್ಭದಲ್ಲಿ ಬ್ಯಾಂಕಿನ ಏಳಿಗೆಗಾಗಿ ಸಿಂಹಾವಲೋಕನ ಮಾಡಿದರೆ, ಅದರ ವೃದ್ಧಿಗೆ ಮತ್ತು ನೀರ ಜಿಲ್ಲೆಗಳ ಸಹಕಾರ ಮುಂದಿನ ಸಭಿದ್ದರೆಯ ಹಾದಿಗೆ bbox=[42, 114, 264, 736]
article-3-headline: ವಿಟಿಯು ವಿದ್ಯಾರ್ಥಿ ಕೇಂದ್ರಿತ: ವಿದ್ಯಾಶಂಕರ್ bbox=[44, 817, 444, 850]
article-1-col-4: ಬರುತ್ತದೆ. ಪರಿಶಿಷ್ಟ ಜಾತಿ-ಪಂಗಡದವರು, ಮಹಿಳೆಯರಿಗೆ ಸಹಕಾರ ಸಂಸ್ಥೆಗಳಲ್ಲಿ ಮೀಸಲಾತಿ ನಾಮನಿರ್ದೇಶನ ಮಾಡಲು ರಾಜಣ್ಣ ಕಾರಣರಾಗಿದ್ದಾರೆ. ಈ ಕ್ಷೇತ್ರಕ್ಕೆ ದೊಡ್ಡ ಕೊಡುಗೆ ನೀಡಿದ್ದಾರೆ ಎಂದು ಹೇಳಿದರು. ಸಹಕಾರ ಆಂದೋಲನಕ್ಕೆ ಪಕ್ಷ ಇಲ್ಲ, ಜಾತಿ ಇಲ್ಲ, ಎಲ್ಲರೂ ಒಂದು ಎಂಬ ಭಾವನೆಯ ಸಹಕಾರತತ್ವದ ಆಧಾರದ ಮೇಲೆ ನಿರ್ವಹಿಸಲ್ಪಡಬೇಕು ಎಂದರು. ಸಹಕಾರ ಸಂಘಗಳಿಂದ ರೈತರಿಗೆ ಅಪಾರ ಪ್ರಮಾಣದಲ್ಲಿ ಸಾಲ ಸೌಲಭ್ಯ, ಮತ್ತಿತರ ಸಹಾಯ ದೊರೆಯುತ್ತಿದೆ. ಸಹಕಾರ ಸಂಸ್ಥೆಗಳು ಇಲ್ಲದಿದ್ದರೆ ಅಷ್ಟೆಷ್ಟು ಹೊಣೆ ಸರ್ಕಾರದ ಮೇಲೆ ಬೀಳುತ್ತಿತ್ತು. ಸರ್ಕಾರವು ಈ ಸಂಸ್ಥೆಗಳ ಮೂಲಕ ಅನೇಕ ಅಭಿವೃದ್ಧಿ ಯೋಜನೆಗಳನ್ನು ಅನುಷ್ಠಾನಕ್ಕೆ ತರುತ್ತಿದೆ. ಸಭೆಯಲ್ಲಿ ಡಿಸಿಸಿ ಬ್ಯಾಂಕ್ ಉಪಾಧ್ಯಕ್ಷ ಜಿ.ಜೆ. ರಾಜಣ್ಣ, ನಿರ್ದೇಶಕರಾದ ವಿಧಾನ ಪರಿಷತ್ ಸದಸ್ಯ ಆರ್. ರಾಜೇಂದ್ರ, ನಿರ್ದೇಶಕ ಶಾಸಕ ಹಾಗೂ ತುಮುಲ್ ಅಧ್ಯಕ್ಷ ವೆಂಕಟೇಶ್, ನಿರ್ದೇಶಕರಾದ ಸಿದ್ದಲಿಂಗಪ್ಪ, ಹನುಮಾನ್, ಹೆಚ್. ಆರ್. ರಾಜಕುಮಾರ್, ಲಕ್ಷ್ಮೀನಾರಾಯಣ, ಜಿ. ಎಸ್. ರವಿ, ಸಿದ್ದಗಂಗಪ್ಪ, ಹೆಚ್. ಸಿ. ಪ್ರಭಾಕರ್, ಬಿ. ನಾಗೇಶ್‌ಬಾಬು, ಮಾಜಿ ಸಚಿವ ಪ್ರಸಕ್ತ ಯಾನಿಯನ್ ಅಧ್ಯಕ್ಷ ಜಿ. ಜೆ. ಮಂಜುನಾಥ್, ನಿರ್ದೇಶಕ ಎಸ್. ಆರ್. ಮೂರ್ತಿ, ಸಹಕಾರ ಸಂಘಗಳ ಜಂಟಿ ನಿಬಂಧಕ ಮೂರ್ತಿ ಮುಂತಾದವರು ಪಾಲ್ಗೊಂಡಿದ್ದರು. bbox=[741, 114, 965, 652]
article-7-photo bbox=[965, 1617, 1344, 1791]
article-2-photo bbox=[1132, 188, 1521, 385]
article-1-headline: ಸಹಕಾರ ಸಂಸ್ಥೆಗಳಲ್ಲಿ ರೈತರ ವಹಿವಾಟಿಗೆ ಕೆಎನ್‌ಆರ್ ಸಲಹೆ bbox=[46, 59, 695, 98]
registration-marks-left bbox=[47, 2311, 150, 2329]
article-2-headline: ಮಾನಸಿಕ ಒತ್ತಡಕ್ಕೆ ಒಳಗಾದ ವಿದ್ಯಾರ್ಥಿಗಳಿಗೆ ಅರಿವು ಅಗತ್ಯ bbox=[992, 64, 1515, 167]
article-6-col-2: ಪಡೆದುಕೊಳ್ಳಲು ಎಲ್ಲಾ ಉತ್ಪನ್ನಗಳು ಸ್ಥಳೀಯ ಮಟ್ಟದಲ್ಲಿ ಗುಣಮಟ್ಟ ಉಳಿಸಿಕೊಳ್ಳಬೇಕು. ರಫ್ತು ಮಾಡುವ ಉದ್ಯಮಿಗಳಿಗೆ ಸರ್ಕಾರದಿಂದ ಸಾಕಷ್ಟು ಸೌಲಭ್ಯಗಳು ಲಭ್ಯವಿವೆ. ಜಿಲ್ಲೆಯ ಯುವ ರೈತರು ಮತ್ತು ಉದ್ಯಮಿಗಳು ಕೈಗಾರಿಕೆ ಸ್ಥಾಪಿಸಿ ಉದ್ಯೋಗ ಸೃಷ್ಟಿಸಬೇಕು. ಕೈಗಾರಿಕಾ ಕ್ಷೇತ್ರದಲ್ಲಿ ತುಮಕೂರು ಜಿಲ್ಲೆ ಶೀಘ್ರ ಅಭಿವೃದ್ಧಿ ಕಾಣುತ್ತಿದೆ ಎಂದರು. ರಾಜ್ಯದಿಂದ ರಫ್ತು ಹೆಚ್ಚಳಕ್ಕೆ ಎಲ್ಲರೂ ಕೈಜೋಡಿಸಬೇಕು. bbox=[237, 1935, 411, 2161]
article-7-headline: ಶಿಕ್ಷಕರ ಸಂಘಟನೆಗಳ ಒಗ್ಗಟ್ಟು ಪ್ರದರ್ಶನ ಅಗತ್ಯ bbox=[813, 1549, 1314, 1587]
article-4-headline: ಸೆ.24 ರಂದು ಸಾರ್ವಜನಿಕ ಕುಂದು ಕೊರತೆ ಸಭೆ bbox=[44, 1365, 482, 1397]
article-1-photo bbox=[272, 125, 735, 373]
contact-info bbox=[1251, 11, 1526, 49]
article-2-rule bbox=[982, 182, 1524, 184]
article-5-col-2: ಜೀವನ ಎಷ್ಟು ಸದ್ದಲ ಎಂಬುದನ್ನು ಬಹಳ ಹತ್ತಿರದಿಂದ ಬಲ್ಲವರು ನೀವು. ಎಂದು ದಿನದ ಬದುಕಿಗೆ ಹೊಡೆದಾಡುವವರು ನೀವು. ನಿಮ್ಮ ಗೌರವದಿಂದ ಕಾಣುವ ಮಾಲಿಕ ಮನೆಯ ಒಳಿತಿಗೆ ಆಶಿಸಿ ಕೆಲಸ ಮಾಡಿ ಎಂದು ಸಲಹೆ ನೀಡಿದರು. ಶಾಂತಿಯುತ ವಾತಾವರಣ ಸೃಷ್ಟಿಸಲು ಚಾಲಕರು ಸಮಯಪ್ರಜ್ಞೆ ತೋರಬೇಕು. ನಗರದ ಸಂಚಾರ ಠಾಣೆ ಪೊಲೀಸ್ ಇನ್ಸ್‌ಪೆಕ್ಟರ್ ಮಾತನಾಡಿ, ಟ್ರಾಫಿಕ್ ನಿಯಮಗಳನ್ನು ಪಾಲಿಸುವ ಮೂಲಕ ಸುರಕ್ಷಿತ ಚಾಲನೆ ಮಾಡಬೇಕು. ರೋಗಿಗಳ ಜೀವ ಉಳಿಸುವ ಸಮಯದಲ್ಲೂ ಎಚ್ಚರಿಕೆ ಅಗತ್ಯ. ನಿಮ್ಮ ಕುಟುಂಬದ ಬಗ್ಗೆಯೂ ಕಾಳಜಿ ವಹಿಸಬೇಕು ಎಂದರು. ಸಮಾಜ ಸೇವೆ ಮಾಡುವ ಚಾಲಕರು ಶ್ರಮದಿಂದ ಕೆಲಸ ಮಾಡುವ ಜನ. ಅವರ ಸೇವೆ ಅಮೂಲ್ಯ. bbox=[836, 866, 1052, 1196]
registration-marks-right bbox=[1412, 2311, 1515, 2329]
article-6-photo-1 bbox=[46, 1697, 586, 1924]
article-3-rule bbox=[42, 859, 605, 861]
column-divider-3 bbox=[806, 1549, 807, 2298]
article-5-col-3: ಹೊಂದಿರಬೇಕು. ಆರೋಗ್ಯದ ದೃಷ್ಟಿಯಿಂದ ಅವರು ತಮ್ಮ ಆರೋಗ್ಯದ ಕಡೆಗೂ ಗಮನ ಹರಿಸಬೇಕು ಎಂದು ಸಲಹೆ ನೀಡಿದರು. ಅಪಘಾತ ಸಂದರ್ಭದಲ್ಲಿ ಗೋಲ್ಡನ್ ಅವರ್ ಪ್ರಾಮುಖ್ಯತೆ ಅರಿತು ಕಾರ್ಯನಿರ್ವಹಿಸುವ ಚಾಲಕರಿಗೆ ಅಭಿನಂದನೆ ಸಲ್ಲಿಸಿದರು. ಕಾರ್ಯಕ್ರಮದಲ್ಲಿ ಉತ್ತಮ ಸೇವೆ ಸಲ್ಲಿಸಿದ ಚಾಲಕರನ್ನು ಸನ್ಮಾನಿಸಲಾಯಿತು. ಸಮಾಜದಲ್ಲಿ ಆಂಬ್ಯುಲೆನ್ಸ್ ಚಾಲಕರ ಸೇವೆ ಗುರುತಿಸಿ ಗೌರವಿಸುವುದು ಅಗತ್ಯ. ಕಾರ್ಯಕ್ರಮದ ಅಧ್ಯಕ್ಷತೆಯನ್ನು ಡಾ. ಚಂದ್ರಶೇಖರ್ ವಹಿಸಿದ್ದರು. bbox=[1060, 1052, 1291, 1257]
